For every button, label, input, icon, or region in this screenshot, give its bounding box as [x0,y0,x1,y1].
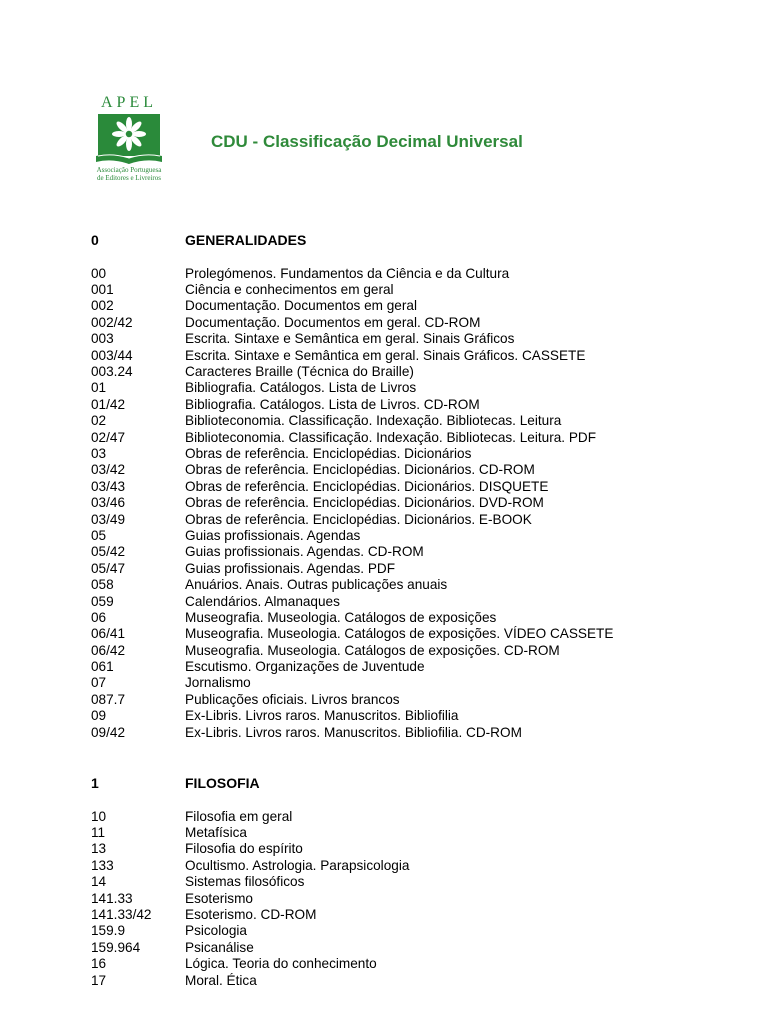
entry-code: 141.33/42 [91,907,152,923]
section-code: 1 [91,775,99,791]
list-item [91,675,751,691]
entry-description: Obras de referência. Enciclopédias. Dicionários [185,445,472,461]
list-item [91,593,751,609]
entry-code: 159.964 [91,939,141,955]
entry-description: Obras de referência. Enciclopédias. Dicionários. DVD-ROM [185,495,544,511]
entry-code: 06/41 [91,626,126,642]
entry-code: 003 [91,331,114,347]
list-item [91,429,751,445]
list-item [91,560,751,576]
entry-code: 10 [91,808,107,824]
entry-code: 09 [91,708,107,724]
logo-tagline-line1: Associação Portuguesa [96,166,162,174]
entry-description: Bibliografia. Catálogos. Lista de Livros [185,380,417,396]
list-item [91,956,751,972]
entry-description: Museografia. Museologia. Catálogos de exposições. VÍDEO CASSETE [185,626,614,642]
entry-list [91,808,751,988]
entry-code: 07 [91,675,107,691]
list-item [91,527,751,543]
list-item [91,724,751,740]
entry-code: 06 [91,609,107,625]
entry-description: Museografia. Museologia. Catálogos de exposições. CD-ROM [185,642,560,658]
entry-code: 14 [91,874,107,890]
entry-code: 087.7 [91,691,126,707]
entry-code: 05 [91,527,107,543]
entry-description: Calendários. Almanaques [185,593,340,609]
list-item [91,808,751,824]
list-item [91,874,751,890]
list-item [91,824,751,840]
entry-description: Publicações oficiais. Livros brancos [185,691,400,707]
entry-description: Escrita. Sintaxe e Semântica em geral. Sinais Gráficos. CASSETE [185,347,586,363]
entry-description: Guias profissionais. Agendas. CD-ROM [185,544,424,560]
list-item [91,380,751,396]
section-heading [91,774,751,792]
list-item [91,691,751,707]
list-item [91,642,751,658]
entry-list [91,265,751,740]
list-item [91,347,751,363]
entry-description: Ocultismo. Astrologia. Parapsicologia [185,857,410,873]
document-title: CDU - Classificação Decimal Universal [211,132,523,151]
list-item [91,544,751,560]
list-item [91,939,751,955]
entry-code: 13 [91,841,107,857]
list-item [91,857,751,873]
list-item [91,626,751,642]
entry-code: 01/42 [91,396,126,412]
entry-description: Escutismo. Organizações de Juventude [185,659,425,675]
list-item [91,841,751,857]
list-item [91,281,751,297]
entry-code: 03 [91,445,107,461]
apel-logo [92,94,166,182]
list-item [91,478,751,494]
section-code: 0 [91,232,99,248]
book-flower-icon [95,112,163,164]
entry-code: 02 [91,413,107,429]
entry-description: Obras de referência. Enciclopédias. Dicionários. CD-ROM [185,462,535,478]
entry-description: Caracteres Braille (Técnica do Braille) [185,364,414,380]
entry-code: 17 [91,972,107,988]
entry-description: Psicanálise [185,939,254,955]
list-item [91,708,751,724]
entry-description: Guias profissionais. Agendas. PDF [185,560,396,576]
entry-description: Jornalismo [185,675,251,691]
entry-code: 11 [91,825,106,841]
section-0 [91,231,751,740]
entry-description: Ex-Libris. Livros raros. Manuscritos. Bibliofilia [185,708,459,724]
list-item [91,494,751,510]
entry-code: 05/47 [91,560,126,576]
list-item [91,972,751,988]
entry-code: 03/42 [91,462,126,478]
section-heading [91,231,751,249]
entry-description: Esoterismo. CD-ROM [185,907,317,923]
list-item [91,363,751,379]
entry-code: 002 [91,298,114,314]
entry-code: 06/42 [91,642,126,658]
list-item [91,609,751,625]
list-item [91,396,751,412]
logo-word: APEL [101,94,157,111]
entry-code: 05/42 [91,544,126,560]
logo-tagline [92,166,166,182]
entry-description: Prolegómenos. Fundamentos da Ciência e da Cultura [185,265,510,281]
entry-description: Moral. Ética [185,972,257,988]
entry-description: Guias profissionais. Agendas [185,527,361,543]
entry-code: 059 [91,593,114,609]
list-item [91,576,751,592]
entry-code: 16 [91,956,107,972]
list-item [91,658,751,674]
list-item [91,298,751,314]
logo-tagline-line2: de Editores e Livreiros [97,174,161,182]
entry-description: Documentação. Documentos em geral [185,298,417,314]
entry-code: 133 [91,857,114,873]
entry-description: Obras de referência. Enciclopédias. Dicionários. DISQUETE [185,478,549,494]
entry-code: 03/49 [91,511,126,527]
entry-code: 003.24 [91,364,133,380]
entry-code: 00 [91,265,107,281]
entry-description: Sistemas filosóficos [185,874,305,890]
entry-description: Psicologia [185,923,247,939]
list-item [91,314,751,330]
list-item [91,890,751,906]
entry-description: Ciência e conhecimentos em geral [185,282,394,298]
list-item [91,413,751,429]
entry-code: 061 [91,659,114,675]
entry-description: Biblioteconomia. Classificação. Indexação. Bibliotecas. Leitura [185,413,562,429]
list-item [91,445,751,461]
entry-code: 02/47 [91,429,126,445]
entry-code: 001 [91,282,114,298]
entry-description: Lógica. Teoria do conhecimento [185,956,377,972]
entry-code: 09/42 [91,724,126,740]
entry-description: Metafísica [185,825,247,841]
entry-description: Obras de referência. Enciclopédias. Dicionários. E-BOOK [185,511,532,527]
entry-code: 141.33 [91,890,133,906]
entry-description: Ex-Libris. Livros raros. Manuscritos. Bibliofilia. CD-ROM [185,724,522,740]
list-item [91,462,751,478]
entry-code: 159.9 [91,923,126,939]
list-item [91,331,751,347]
entry-description: Filosofia em geral [185,808,293,824]
list-item [91,906,751,922]
section-name: FILOSOFIA [185,775,260,791]
entry-code: 03/46 [91,495,126,511]
entry-description: Filosofia do espírito [185,841,303,857]
entry-description: Documentação. Documentos em geral. CD-ROM [185,314,481,330]
list-item [91,511,751,527]
section-name: GENERALIDADES [185,232,307,248]
entry-description: Biblioteconomia. Classificação. Indexação. Bibliotecas. Leitura. PDF [185,429,597,445]
list-item [91,265,751,281]
entry-code: 002/42 [91,314,133,330]
entry-code: 01 [91,380,107,396]
entry-code: 058 [91,577,114,593]
entry-description: Esoterismo [185,890,253,906]
section-1 [91,774,751,988]
entry-code: 03/43 [91,478,126,494]
entry-code: 003/44 [91,347,133,363]
list-item [91,923,751,939]
entry-description: Bibliografia. Catálogos. Lista de Livros. CD-ROM [185,396,480,412]
entry-description: Museografia. Museologia. Catálogos de exposições [185,609,497,625]
entry-description: Anuários. Anais. Outras publicações anuais [185,577,448,593]
entry-description: Escrita. Sintaxe e Semântica em geral. Sinais Gráficos [185,331,515,347]
